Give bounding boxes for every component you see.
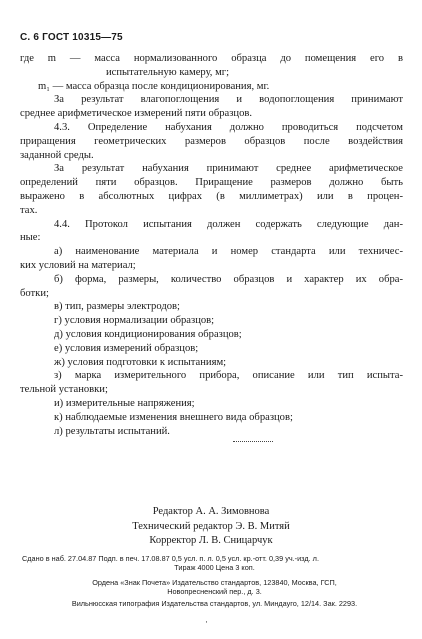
page-header: С. 6 ГОСТ 10315—75 — [20, 32, 123, 43]
list-item-i: и) измерительные напряжения; — [54, 397, 195, 409]
definition-m-line-2: испытательную камеру, мг; — [106, 66, 230, 78]
list-item-a: а) наименование материала и номер стандарта или техничес- — [54, 246, 403, 258]
list-item-g: г) условия нормализации образцов; — [54, 315, 215, 327]
list-item-zh: ж) условия подготовки к испытаниям; — [54, 356, 227, 368]
publisher-address: Новопресненский пер., д. 3. — [167, 587, 262, 596]
list-item-z-cont: тельной установки; — [20, 384, 108, 396]
list-item-b-cont: ботки; — [20, 287, 49, 299]
editor-credit: Редактор А. А. Зимовнова — [152, 506, 270, 517]
section-4-3-line: 4.3. Определение набухания должно проводиться подсчетом — [54, 121, 403, 133]
list-item-z: з) марка измерительного прибора, описание или тип испыта- — [54, 370, 403, 382]
publisher-line: Ордена «Знак Почета» Издательство стандартов, 123840, Москва, ГСП, — [92, 578, 337, 587]
paragraph-line: приращения геометрических размеров образцов после воздействия — [20, 135, 403, 147]
list-item-l: л) результаты испытаний. — [54, 425, 170, 437]
paragraph-line: среднее арифметическое измерений пяти образцов. — [20, 108, 253, 120]
paragraph-line: тах. — [20, 204, 38, 216]
paragraph-line: заданной среды. — [20, 149, 94, 161]
printer-line: Вильнюсская типография Издательства стандартов, ул. Миндауго, 12/14. Зак. 2293. — [71, 599, 358, 608]
section-4-4-line: 4.4. Протокол испытания должен содержать следующие дан- — [54, 218, 403, 230]
tech-editor-credit: Технический редактор Э. В. Митяй — [132, 521, 290, 532]
paragraph-line: За результат влагопоглощения и водопоглощения принимают — [54, 94, 403, 106]
imprint-line: Тираж 4000 Цена 3 коп. — [174, 563, 255, 572]
corrector-credit: Корректор Л. В. Сницарчук — [149, 535, 273, 546]
paragraph-line: ные: — [20, 232, 41, 244]
list-item-e: е) условия измерений образцов; — [54, 342, 199, 354]
list-item-k: к) наблюдаемые изменения внешнего вида образцов; — [54, 411, 293, 423]
document-body — [20, 52, 403, 438]
paragraph-line: выражено в абсолютных цифрах (в миллиметрах) или в процен- — [20, 190, 403, 202]
paragraph-line: За результат набухания принимают среднее арифметическое — [54, 163, 403, 175]
list-item-d: д) условия кондиционирования образцов; — [54, 328, 242, 340]
imprint-line: Сдано в наб. 27.04.87 Подп. в печ. 17.08.87 0,5 усл. п. л. 0,5 усл. кр.-отт. 0,39 уч.-изд. л. — [22, 554, 319, 563]
definition-m1-line: m₁ — масса образца после кондиционирования, мг. — [38, 80, 270, 92]
paragraph-line: определений пяти образцов. Приращение размеров должно быть — [20, 177, 403, 189]
list-item-v: в) тип, размеры электродов; — [54, 301, 180, 313]
separator-rule — [233, 441, 273, 444]
scan-mark-glyph: · — [205, 617, 208, 627]
list-item-b: б) форма, размеры, количество образцов и характер их обра- — [54, 273, 403, 285]
list-item-a-cont: ких условий на материал; — [20, 259, 136, 271]
definition-m-line-1: где m — масса нормализованного образца до помещения его в — [20, 53, 403, 64]
